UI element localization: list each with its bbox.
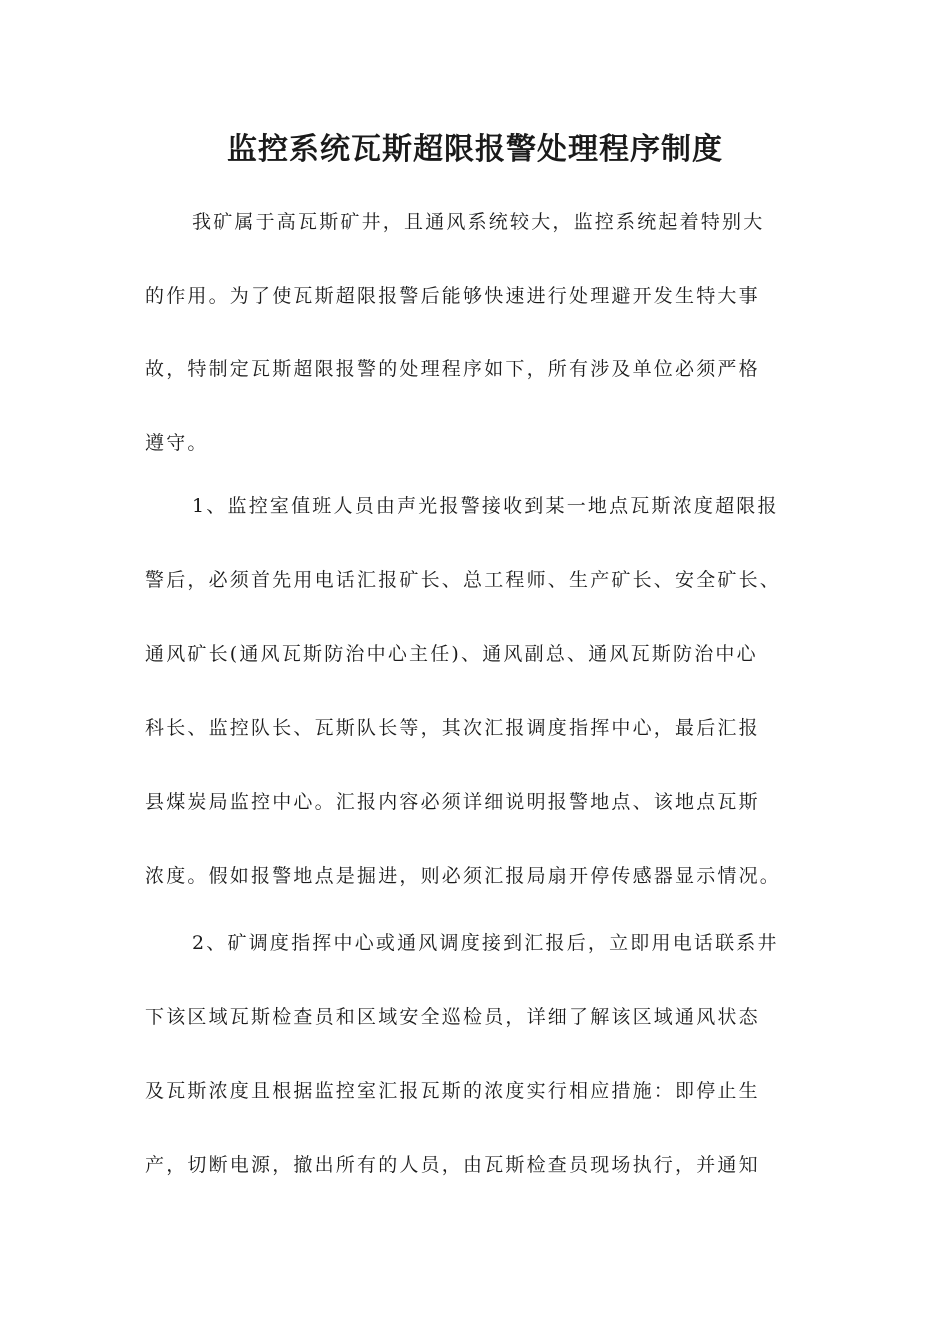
paragraph-line: 及瓦斯浓度且根据监控室汇报瓦斯的浓度实行相应措施：即停止生 [145,1080,760,1102]
paragraph-line: 故，特制定瓦斯超限报警的处理程序如下，所有涉及单位必须严格 [145,358,760,380]
paragraph-line: 警后，必须首先用电话汇报矿长、总工程师、生产矿长、安全矿长、 [145,569,782,591]
paragraph-line: 1、监控室值班人员由声光报警接收到某一地点瓦斯浓度超限报 [192,495,779,517]
paragraph-line: 县煤炭局监控中心。汇报内容必须详细说明报警地点、该地点瓦斯 [145,791,760,813]
paragraph-line: 2、矿调度指挥中心或通风调度接到汇报后，立即用电话联系井 [192,932,779,954]
paragraph-line: 遵守。 [145,432,209,454]
document-title: 监控系统瓦斯超限报警处理程序制度 [227,132,723,167]
paragraph-line: 的作用。为了使瓦斯超限报警后能够快速进行处理避开发生特大事 [145,285,760,307]
paragraph-line: 科长、监控队长、瓦斯队长等，其次汇报调度指挥中心，最后汇报 [145,717,760,739]
paragraph-line: 产，切断电源，撤出所有的人员，由瓦斯检查员现场执行，并通知 [145,1154,760,1176]
paragraph-line: 浓度。假如报警地点是掘进，则必须汇报局扇开停传感器显示情况。 [145,865,782,887]
paragraph-line: 我矿属于高瓦斯矿井，且通风系统较大，监控系统起着特别大 [192,211,765,233]
paragraph-line: 下该区域瓦斯检查员和区域安全巡检员，详细了解该区域通风状态 [145,1006,760,1028]
paragraph-line: 通风矿长(通风瓦斯防治中心主任)、通风副总、通风瓦斯防治中心 [145,643,758,665]
